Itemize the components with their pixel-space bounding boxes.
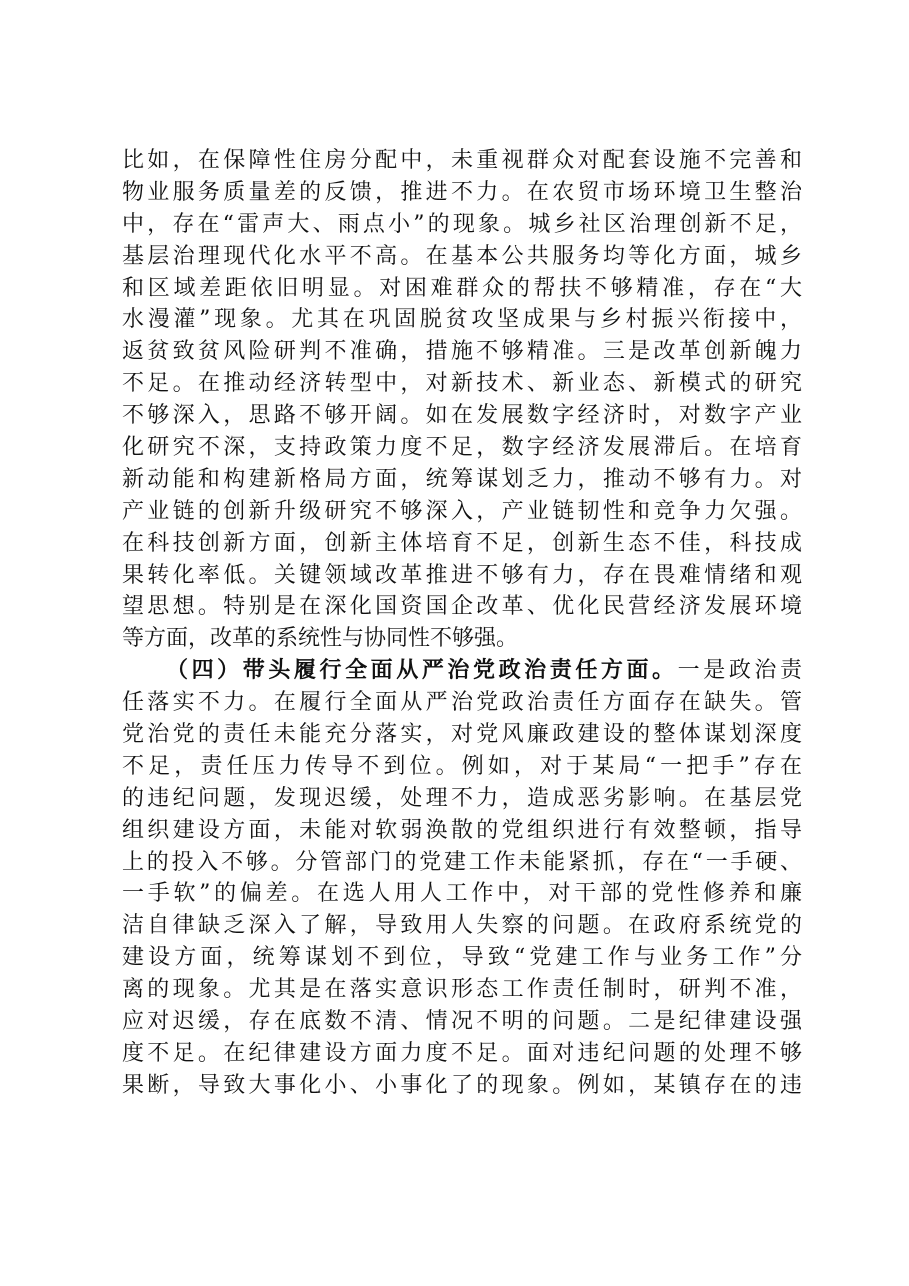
text-line: 水漫灌”现象。尤其在巩固脱贫攻坚成果与乡村振兴衔接中，	[122, 307, 802, 333]
text-line: 望思想。特别是在深化国资国企改革、优化民营经济发展环境	[122, 594, 802, 620]
text-line: 不足，责任压力传导不到位。例如，对于某局“一把手”存在	[122, 753, 802, 779]
section-heading-line	[122, 655, 802, 687]
text-line: 离的现象。尤其是在落实意识形态工作责任制时，研判不准，	[122, 977, 802, 1003]
text-line: 中，存在“雷声大、雨点小”的现象。城乡社区治理创新不足，	[122, 211, 802, 237]
text-line: 新动能和构建新格局方面，统筹谋划乏力，推动不够有力。对	[122, 466, 802, 492]
text-line: 洁自律缺乏深入了解，导致用人失察的问题。在政府系统党的	[122, 913, 802, 939]
text-line: 在科技创新方面，创新主体培育不足，创新生态不佳，科技成	[122, 530, 802, 556]
text-line: 基层治理现代化水平不高。在基本公共服务均等化方面，城乡	[122, 243, 802, 269]
text-line: 物业服务质量差的反馈，推进不力。在农贸市场环境卫生整治	[122, 179, 802, 205]
text-line: 等方面，改革的系统性与协同性不够强。	[122, 626, 519, 652]
text-line: 组织建设方面，未能对软弱涣散的党组织进行有效整顿，指导	[122, 817, 802, 843]
text-line: 返贫致贫风险研判不准确，措施不够精准。三是改革创新魄力	[122, 339, 802, 365]
text-line: 的违纪问题，发现迟缓，处理不力，造成恶劣影响。在基层党	[122, 785, 802, 811]
text-line: 上的投入不够。分管部门的党建工作未能紧抓，存在“一手硬、	[122, 849, 802, 875]
text-line: 建设方面，统筹谋划不到位，导致“党建工作与业务工作”分	[122, 945, 802, 971]
text-line: 产业链的创新升级研究不够深入，产业链韧性和竞争力欠强。	[122, 498, 802, 524]
section-heading-rest: 一是政治责	[677, 658, 802, 684]
text-line: 比如，在保障性住房分配中，未重视群众对配套设施不完善和	[122, 148, 802, 173]
text-line: 度不足。在纪律建设方面力度不足。面对违纪问题的处理不够	[122, 1040, 802, 1066]
text-line: 应对迟缓，存在底数不清、情况不明的问题。二是纪律建设强	[122, 1009, 802, 1035]
text-line: 果断，导致大事化小、小事化了的现象。例如，某镇存在的违	[122, 1072, 802, 1098]
text-line: 党治党的责任未能充分落实，对党风廉政建设的整体谋划深度	[122, 722, 802, 748]
section-heading: （四）带头履行全面从严治党政治责任方面。	[166, 657, 678, 684]
body-text	[122, 145, 802, 1102]
text-line: 一手软”的偏差。在选人用人工作中，对干部的党性修养和廉	[122, 881, 802, 907]
text-line: 果转化率低。关键领域改革推进不够有力，存在畏难情绪和观	[122, 562, 802, 588]
text-line: 任落实不力。在履行全面从严治党政治责任方面存在缺失。管	[122, 690, 802, 716]
text-line: 不足。在推动经济转型中，对新技术、新业态、新模式的研究	[122, 371, 802, 397]
text-line: 和区域差距依旧明显。对困难群众的帮扶不够精准，存在“大	[122, 275, 802, 301]
text-line: 化研究不深，支持政策力度不足，数字经济发展滞后。在培育	[122, 435, 802, 461]
text-line: 不够深入，思路不够开阔。如在发展数字经济时，对数字产业	[122, 403, 802, 429]
